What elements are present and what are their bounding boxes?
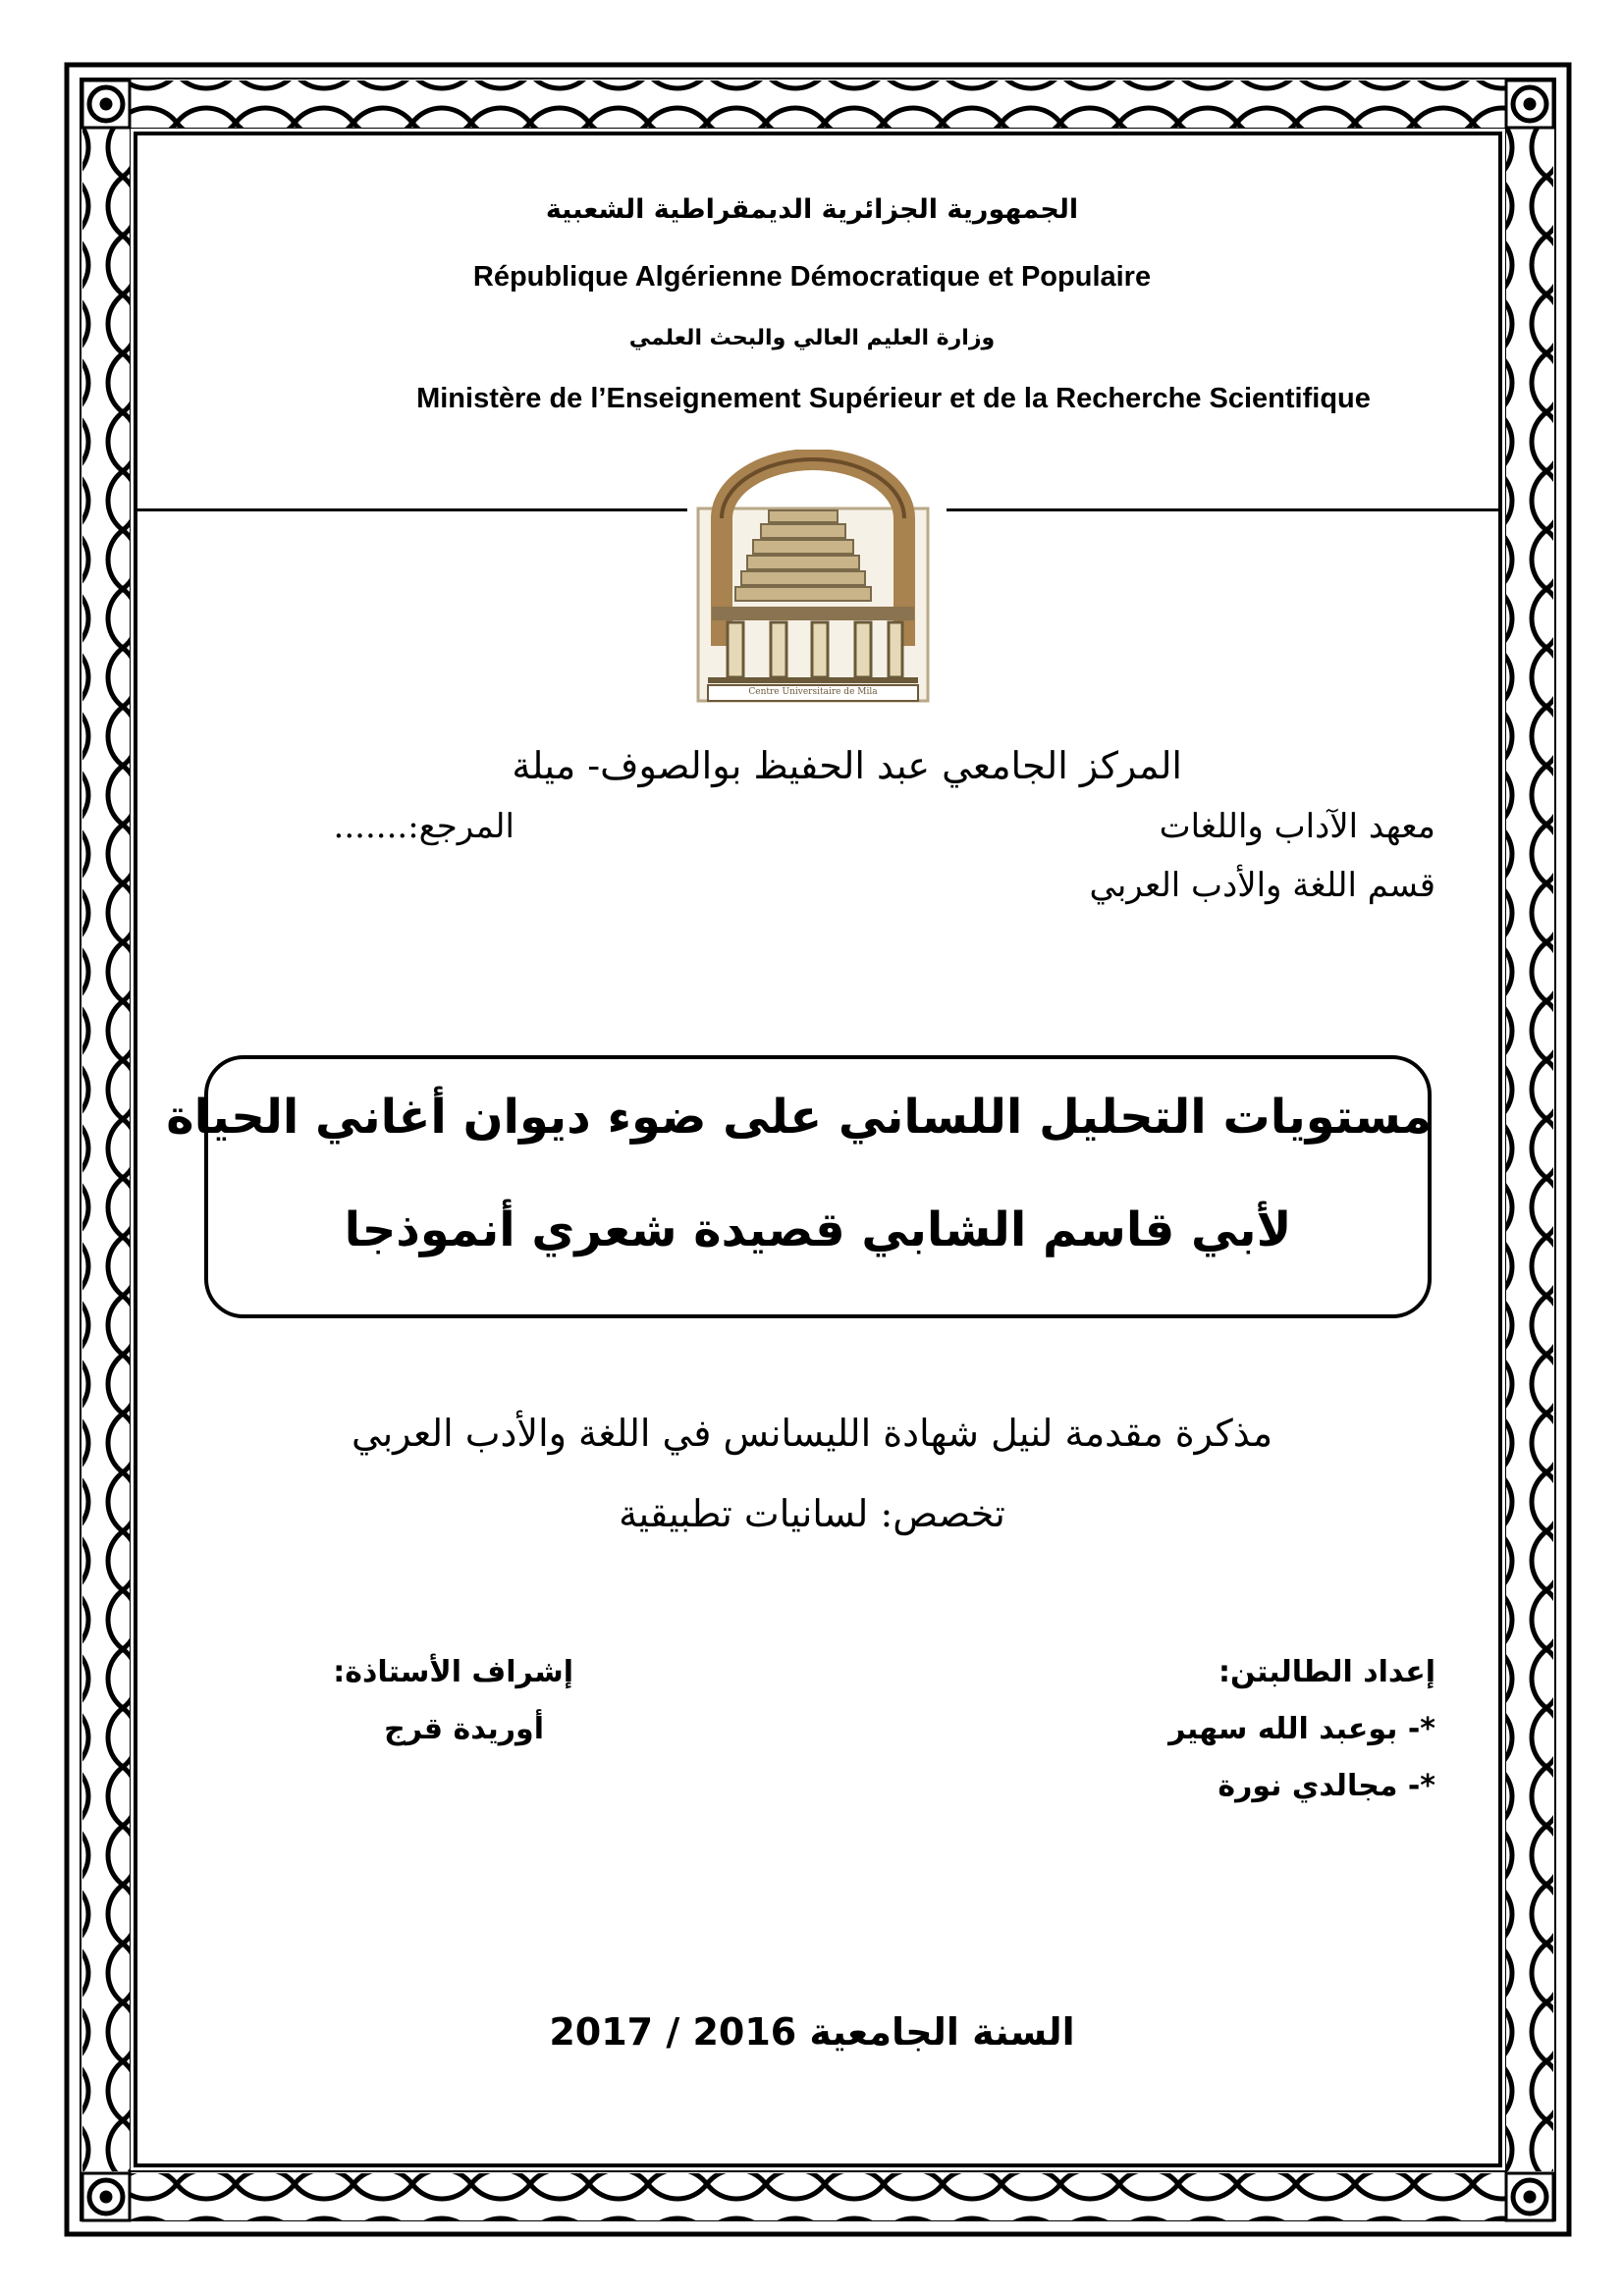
university-logo bbox=[692, 450, 934, 707]
arabic-ministry-name: وزارة العليم العالي والبحث العلمي bbox=[628, 326, 996, 350]
academic-year: السنة الجامعية 2016 / 2017 bbox=[549, 2010, 1075, 2054]
separator-line-left bbox=[137, 508, 687, 511]
reference-field: المرجع:....... bbox=[333, 807, 514, 846]
french-republic-name: République Algérienne Démocratique et Populaire bbox=[472, 261, 1152, 293]
student-name: *- مجالدي نورة bbox=[1218, 1769, 1435, 1803]
institute-name: معهد الآداب واللغات bbox=[1159, 807, 1435, 846]
arabic-republic-name: الجمهورية الجزائرية الديمقراطية الشعبية bbox=[545, 194, 1079, 225]
logo-caption: Centre Universitaire de Mila bbox=[748, 687, 878, 697]
department-name: قسم اللغة والأدب العربي bbox=[1089, 866, 1435, 905]
prepared-by-label: إعداد الطالبتن: bbox=[1218, 1655, 1435, 1689]
student-name: *- بوعبد الله سهير bbox=[1168, 1712, 1435, 1746]
thesis-title-line-1: مستويات التحليل اللساني على ضوء ديوان أغاني الحياة bbox=[166, 1090, 1432, 1145]
specialty: تخصص: لسانيات تطبيقية bbox=[619, 1492, 1005, 1535]
university-center-name: المركز الجامعي عبد الحفيظ بوالصوف- ميلة bbox=[512, 744, 1182, 787]
supervisor-name: أوريدة قرج bbox=[384, 1712, 544, 1746]
supervisor-label: إشراف الأستاذة: bbox=[333, 1655, 573, 1689]
thesis-title-line-2: لأبي قاسم الشابي قصيدة شعري أنموذجا bbox=[344, 1202, 1292, 1257]
french-ministry-name: Ministère de l’Enseignement Supérieur et de la Recherche Scientifique bbox=[416, 383, 1371, 414]
separator-line-right bbox=[947, 508, 1500, 511]
university-building-logo-icon bbox=[692, 450, 934, 707]
degree-statement: مذكرة مقدمة لنيل شهادة الليسانس في اللغة والأدب العربي bbox=[351, 1412, 1273, 1455]
